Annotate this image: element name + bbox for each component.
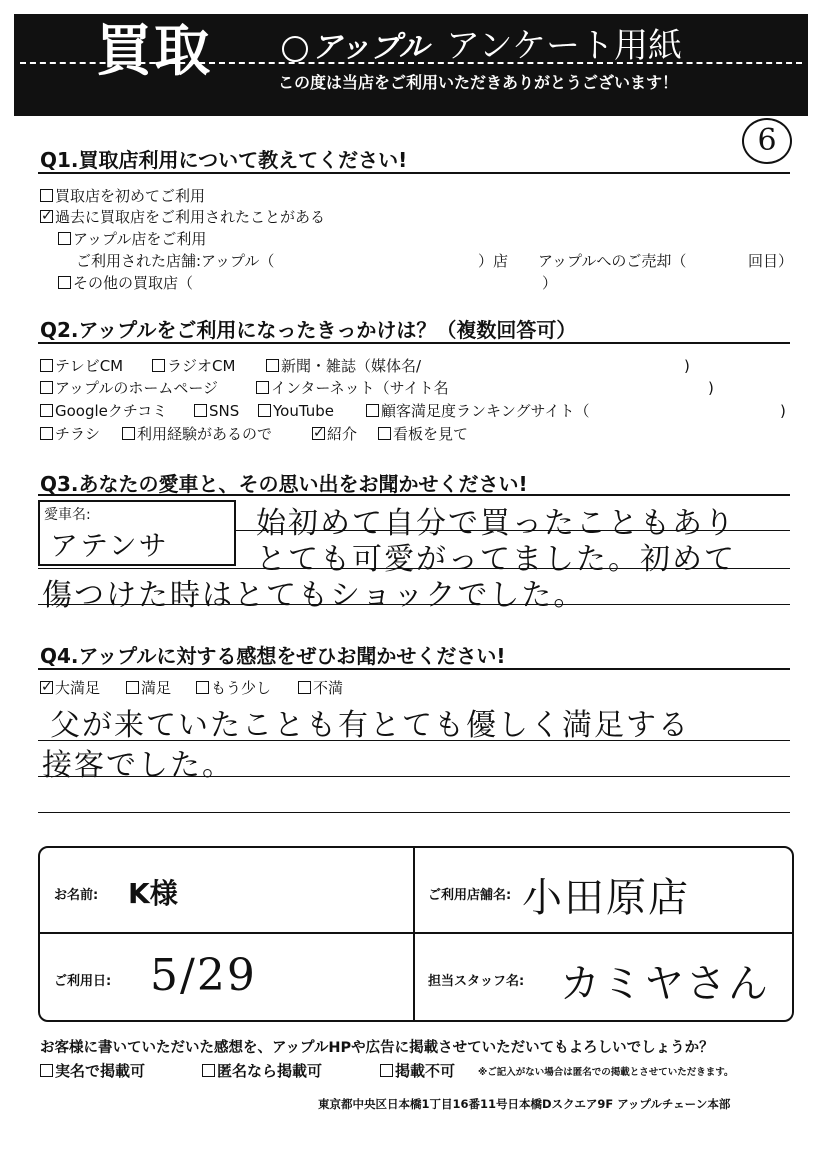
q2-option-ranking[interactable]: 顧客満足度ランキングサイト（ [366, 401, 590, 421]
q2-option-referral[interactable]: ✓ 紹介 [313, 425, 358, 443]
header-title: アンケート用紙 [446, 26, 682, 66]
q4-line-2 [38, 776, 790, 777]
consent-question: お客様に書いていただいた感想を、アップルHPや広告に掲載させていただいてもよろしいでしょうか？ [40, 1040, 714, 1056]
checkbox-checked[interactable] [312, 427, 325, 440]
table-divider-horizontal [38, 932, 792, 934]
store-label: ご利用店舗名: [428, 888, 512, 903]
q4-rule [38, 668, 790, 670]
q3-title: Q3.あなたの愛車と、その思い出をお聞かせください! [40, 472, 528, 496]
q4-option-dissatisfied[interactable]: 不満 [298, 678, 343, 698]
q2-newspaper-suffix: ) [684, 357, 690, 375]
staff-value[interactable]: カミヤさん [560, 961, 770, 1007]
q4-answer-line1[interactable]: 父が来ていたことも有とても優しく満足する [50, 708, 690, 743]
consent-note: ※ご記入がない場合は匿名での掲載とさせていただきます。 [478, 1067, 734, 1078]
q1-option-first-time[interactable]: 買取店を初めてご利用 [40, 186, 205, 206]
date-label: ご利用日: [54, 974, 112, 989]
q1-store-field-label: ご利用された店舗:アップル（ [76, 252, 275, 270]
car-name-value[interactable]: アテンサ [50, 529, 169, 562]
q2-option-google[interactable]: Googleクチコミ [40, 401, 167, 421]
q1-title: Q1.買取店利用について教えてください! [40, 148, 408, 172]
checkmark-icon: ✓ [41, 208, 53, 224]
q2-option-internet[interactable]: インターネット（サイト名 [256, 378, 449, 398]
q3-answer-line1[interactable]: 始初めて自分で買ったこともあり [256, 506, 736, 541]
company-address: 東京都中央区日本橋1丁目16番11号日本橋Dスクエア9F アップルチェーン本部 [318, 1097, 731, 1111]
header-kaitori: 買取 [96, 19, 212, 84]
q3-line-3 [38, 604, 790, 605]
q3-answer-line2[interactable]: とても可愛がってました。初めて [256, 542, 736, 577]
checkbox[interactable] [58, 232, 71, 245]
date-value[interactable]: 5/29 [150, 950, 257, 1001]
page-number [742, 118, 792, 164]
q4-line-3 [38, 812, 790, 813]
checkbox[interactable] [40, 189, 53, 202]
q1-store-field-suffix: ）店 [478, 252, 509, 270]
page-number-value: 6 [757, 123, 777, 158]
q3-answer-line3[interactable]: 傷つけた時はとてもショックでした。 [42, 578, 586, 613]
q2-option-tvcm[interactable]: テレビCM [40, 356, 123, 376]
q2-option-signboard[interactable]: 看板を見て [378, 424, 468, 444]
q1-option-other[interactable]: その他の買取店（ [58, 273, 193, 293]
header-subtitle: この度は当店をご利用いただきありがとうございます！ [278, 73, 679, 92]
consent-real-name[interactable]: 実名で掲載可 [40, 1061, 145, 1081]
q2-ranking-suffix: ) [780, 402, 786, 420]
q3-line-1 [236, 530, 790, 531]
q3-rule [38, 494, 790, 496]
brand-name: アップル [312, 30, 429, 65]
q4-option-so-so[interactable]: もう少し [196, 678, 271, 698]
checkbox[interactable] [58, 276, 71, 289]
apple-logo-icon [282, 36, 308, 62]
checkmark-icon: ✓ [41, 679, 53, 695]
q1-sale-count-suffix: 回目） [748, 252, 794, 270]
q2-option-sns[interactable]: SNS [194, 401, 239, 421]
q2-option-experience[interactable]: 利用経験があるので [122, 424, 272, 444]
q4-option-satisfied[interactable]: 満足 [126, 678, 171, 698]
staff-label: 担当スタッフ名: [428, 974, 525, 989]
q2-rule [38, 342, 790, 344]
q2-option-newspaper[interactable]: 新聞・雑誌（媒体名/ [266, 356, 421, 376]
store-value[interactable]: 小田原店 [522, 875, 690, 921]
q2-option-youtube[interactable]: YouTube [258, 401, 334, 421]
q4-option-very-satisfied[interactable]: ✓ 大満足 [41, 679, 101, 697]
car-name-label: 愛車名: [44, 507, 91, 523]
checkbox-checked[interactable] [40, 681, 53, 694]
checkbox-checked[interactable] [40, 210, 53, 223]
q4-title: Q4.アップルに対する感想をぜひお聞かせください! [40, 644, 506, 668]
q1-sale-count-label: アップルへのご売却（ [538, 252, 687, 270]
q1-option-past-use[interactable]: ✓ 過去に買取店をご利用されたことがある [41, 208, 326, 226]
q1-rule [38, 172, 790, 174]
consent-anonymous[interactable]: 匿名なら掲載可 [202, 1061, 322, 1081]
q1-other-suffix: ） [542, 274, 558, 292]
q2-title: Q2.アップルをご利用になったきっかけは？（複数回答可） [40, 318, 577, 342]
q1-option-apple-store[interactable]: アップル店をご利用 [58, 229, 206, 249]
consent-decline[interactable]: 掲載不可 [380, 1061, 455, 1081]
name-value[interactable]: K様 [128, 877, 178, 910]
q2-internet-suffix: ) [708, 379, 714, 397]
q2-option-radiocm[interactable]: ラジオCM [152, 356, 235, 376]
name-label: お名前: [54, 888, 99, 903]
q2-option-flyer[interactable]: チラシ [40, 424, 100, 444]
q2-option-homepage[interactable]: アップルのホームページ [40, 378, 218, 398]
checkmark-icon: ✓ [313, 425, 325, 441]
brand-logo [282, 30, 429, 66]
q3-line-2 [38, 568, 790, 569]
q4-answer-line2[interactable]: 接客でした。 [42, 748, 234, 783]
